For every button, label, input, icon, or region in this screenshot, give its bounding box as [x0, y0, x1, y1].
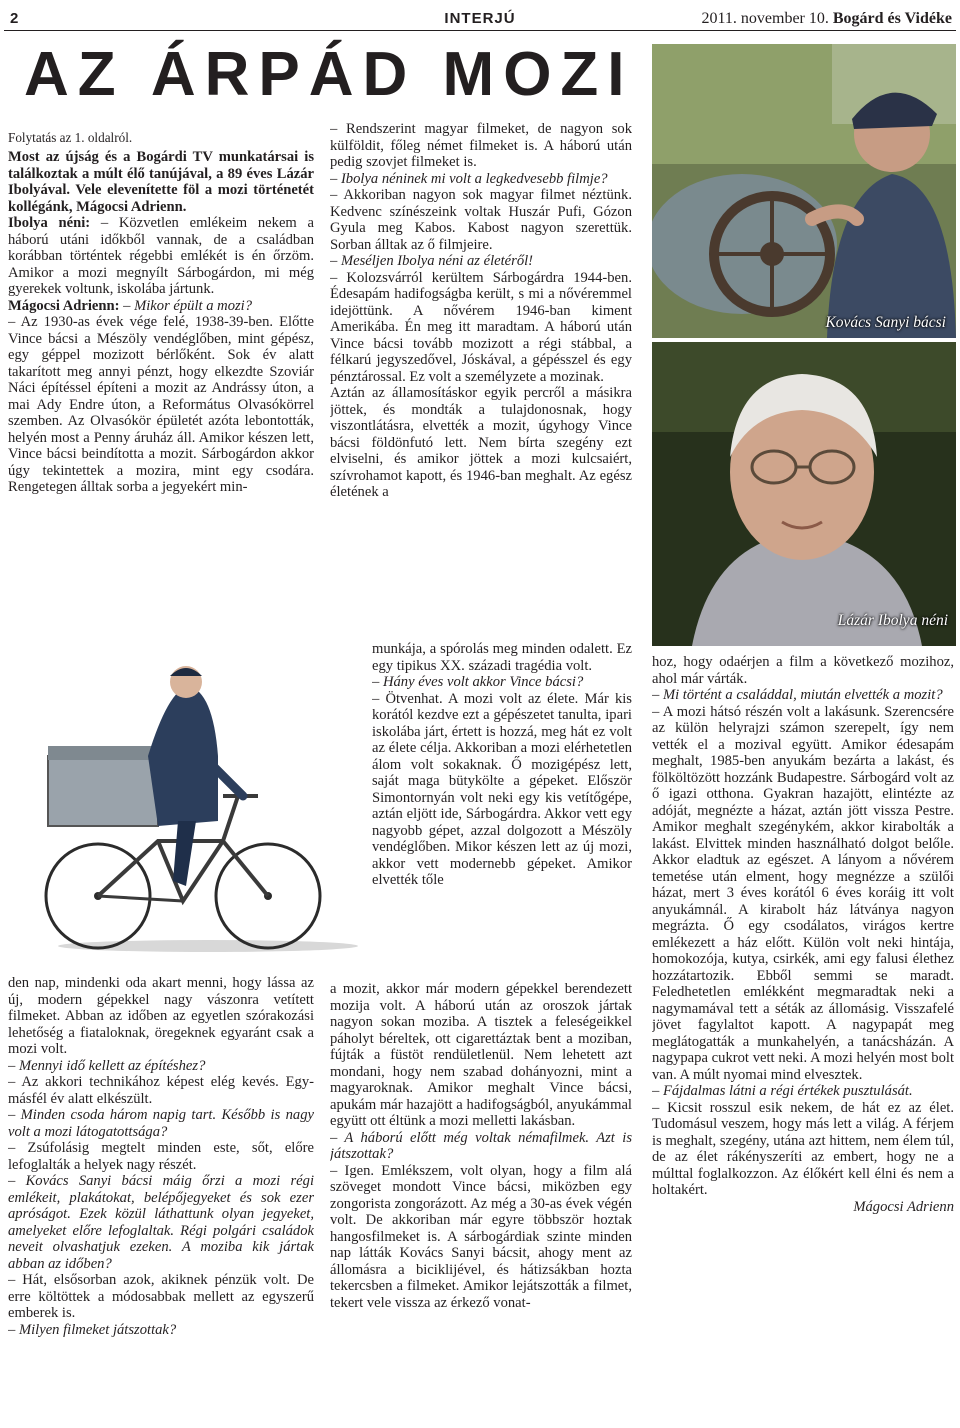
- kovacs-caption: Kovács Sanyi bácsi: [825, 314, 946, 331]
- answer: – Igen. Emlékszem, volt olyan, hogy a film alá szöveget mondott Vince bácsi, miközben egy zongorista zongorázott. Az még a 30-as évek végén volt. De akkoriban már egyre többször hoztak hangosfilmeket is. A sárbogárdiak szinte minden nap látták Kovács Sanyi bácsit, ahogy ment az állomásra a biciklijével, és hátizsákban hozta tekercsben a filmeket. Amikor lejátszották a filmet, tekert vele vissza az érkező vonat-: [330, 1162, 632, 1311]
- paragraph: munkája, a spórolás meg minden odalett. Ez egy tipikus XX. századi tragédia volt.: [372, 641, 632, 674]
- answer: – Hát, elsősorban azok, akiknek pénzük volt. De erre költöttek a módosabbak mellett az egyszerű emberek is.: [8, 1272, 314, 1321]
- paragraph: Ibolya néni: – Közvetlen emlékeim nekem a háború utáni időkből vannak, de a családban korábban történtek régebbi emlékét is én őrzöm. Amikor a mozi megnyílt Sárbogárdon, mi még gyerekek voltunk, iskolába jártunk.: [8, 215, 314, 297]
- kovacs-photo-image: [652, 44, 956, 338]
- page-header: [4, 6, 956, 32]
- speaker-label: Mágocsi Adrienn:: [8, 297, 120, 314]
- question: – Mennyi idő kellett az építéshez?: [8, 1057, 206, 1074]
- question: – A háború előtt még voltak némafilmek. Azt is játszottak?: [330, 1129, 632, 1162]
- paragraph: hoz, hogy odaérjen a film a következő mozihoz, ahol már várták.: [652, 654, 954, 687]
- answer: – A mozi hátsó részén volt a lakásunk. Szerencsére az külön helyrajzi számon szerepelt, így nem vették el a mozival együtt. Amikor édesapám meghalt, 1985-ben anyukám bezárta a lakást, és fölköltözött hozzánk Budapestre. Sárbogárd volt az ő igazi otthona. Gyakran hazajött, elintézte az adóját, megnézte a házat, aztán jött vissza Pestre. Amikor meghalt szegénykém, akkor kirabolták a lakást. Elvittek minden használható dolgot belőle. Akkor eladtuk az egészet. A lányom a nővérem temetése után elment, hogy megnézze a szülői házat, mert 3 éves korától 6 éves koráig itt volt anyukámnál. A kirabolt ház látványa nagyon megrázta. Ő egy csodálatos, virágos kertre emlékezett a ház előtt. Külön volt neki hintája, homokozója, kutya, csirkék, ami egy falusi élethez hozzátartozik. Ebből semmi se maradt. Feledhetetlen emlékként megmaradtak neki a nagymamával tett a séták az állomásig. Visszafelé jövet fagylaltot kapott. A nagypapát meg meglátogatták a munkahelyén, a tanácsházán. A nagypapa cukrot vett neki. A mozi helyén most bolt van. A múlt nyomai mind elvesztek.: [652, 703, 954, 1083]
- answer: – Kicsit rosszul esik nekem, de hát ez az élet. Tudomásul veszem, hogy más lett a világ. A férjem is meghalt, szegény, utána azt hittem, nem élem túl, de az élet rákényszeríti az embert, hogy ne a múlttal foglalkozzon. Az élőkért kell élni és nem a holtakért.: [652, 1099, 954, 1198]
- question: – Ibolya néninek mi volt a legkedvesebb filmje?: [330, 170, 608, 187]
- question: – Meséljen Ibolya néni az életéről!: [330, 253, 534, 269]
- answer: – Kolozsvárról kerültem Sárbogárdra 1944-ben. Édesapám hadifogságba került, s mi a nővéremmel idejöttünk. A nővérem 1946-ban kiment Amerikába. Én meg itt maradtam. A háború után Vince bácsi tovább mozizott a régi stábbal, a félkarú jegyszedővel, Jóskával, a gépésszel és egy pénztárossal. Ez volt a személyzete a mozinak.: [330, 269, 632, 385]
- bicycle-photo: [8, 646, 368, 968]
- paragraph: Aztán az államosításkor egyik percről a másikra jöttek, és mondták a tulajdonosnak, hogy viszontlátásra, elvették a mozit, úgyhogy Vince bácsi földönfutó lett. Nem bírta szegény ezt elviselni, és amikor jöttek a mozi kulcsaiért, szívrohamot kapott, és 1946-ban meghalt. Az egész életének a: [330, 385, 632, 500]
- question: – Mi történt a családdal, miután elvették a mozit?: [652, 687, 943, 703]
- author-signature: Mágocsi Adrienn: [853, 1198, 954, 1215]
- column-3: [652, 654, 954, 1424]
- paragraph: a mozit, akkor már modern gépekkel berendezett mozija volt. A háború után az oroszok jártak nagyon sokan moziba. A tisztek a feleségeikkel páholyt béreltek, ott cigarettáztak bent a moziban, fújták a füstöt rendületlenül. Nem lehetett azt mondani, hogy nem szabad dohányozni, mint a magyaroknak. Amikor meghalt Vince bácsi, apukám már hazajött a hadifogságból, anyukámmal együtt ott éltünk a mozi melletti lakásban.: [330, 981, 632, 1129]
- column-2-bottom: [330, 981, 632, 1425]
- page-number: 2: [10, 10, 19, 27]
- article-lead: Most az újság és a Bogárdi TV munkatársai is találkoztak a múlt élő tanújával, a 89 éves Lázár Ibolyával. Vele elevenítette föl a mozi történetét kollégánk, Mágocsi Adrienn.: [8, 149, 314, 215]
- section-label: INTERJÚ: [444, 10, 516, 27]
- answer: – Az 1930-as évek vége felé, 1938-39-ben. Előtte Vince bácsi a Mészöly vendéglőben, mint gépész, egy géppel mozizott bérlőként. Sok év alatt takarított meg annyi pénzt, hogy elkezdte Szoviár Náci építéssel építeni a mozit az Andrássy úton, a mai Ady Endre úton, a Református Olvasókörrel szemben. Az Olvasókör épületét azóta lebontották, helyén most a Penny áruház áll. Amikor készen lett, Vince bácsi beindította a mozit. Sárbogárdon akkor úgy tekintettek a mozira, mint egy csodára. Rengetegen álltak sorba a jegyekért min-: [8, 314, 314, 495]
- header-rule: [4, 30, 956, 31]
- answer: – Az akkori technikához képest elég kevés. Egy-másfél év alatt elkészült.: [8, 1074, 314, 1107]
- kovacs-photo: [652, 44, 956, 338]
- question: – Minden csoda három napig tart. Később is nagy volt a mozi látogatottsága?: [8, 1107, 314, 1140]
- paper-name: Bogárd és Vidéke: [832, 10, 952, 27]
- question: – Fájdalmas látni a régi értékek pusztulását.: [652, 1083, 913, 1099]
- column-1-top: [8, 130, 314, 635]
- lazar-photo-image: [652, 342, 956, 646]
- answer: – Ötvenhat. A mozi volt az élete. Már kis korától kezdve ezt a gépészetet tanulta, ipari iskolába járt, értett is hozzá, meg hát ez volt az élete célja. Akkoriban a mozi elérhetetlen álom volt sokaknak. Ő mozigépész lett, saját maga bütykölte a gépeket. Először Simontornyán volt neki egy kis vetítőgépe, aztán eljött ide, Sárbogárdra. Akkor vett egy nagyobb gépet, azzal dolgozott a Mészöly vendéglőben. Mikor készen lett az új mozi, akkor vett modernebb gépeket. Amikor elvették tőle: [372, 690, 632, 888]
- paragraph: den nap, mindenki oda akart menni, hogy lássa az új, modern gépekkel nagy vászonra vetített filmeket. Abban az időben az egyetlen szórakozási lehetőség a fiataloknak, öregeknek egyaránt csak a mozi volt.: [8, 975, 314, 1057]
- date-text: 2011. november 10.: [701, 10, 829, 27]
- speaker-label: Ibolya néni:: [8, 215, 91, 231]
- question: – Kovács Sanyi bácsi máig őrzi a mozi régi emlékeit, plakátokat, belépőjegyeket és sok ezer apróságot. Ezek közül láthattunk olyan jegyeket, amelyeket előre lefoglaltak. Régi polgári családok neveit olvashatjuk ezeken. A moziba kik jártak abban az időben?: [8, 1173, 314, 1272]
- continued-note: Folytatás az 1. oldalról.: [8, 130, 133, 145]
- lazar-photo: [652, 342, 956, 646]
- column-2-middle: [372, 641, 632, 981]
- answer: – Rendszerint magyar filmeket, de nagyon sok külföldit, főleg német filmeket is. A háború után pedig szovjet filmeket is.: [330, 121, 632, 170]
- column-2-top: [330, 121, 632, 641]
- answer: – Zsúfolásig megtelt minden este, sőt, előre lefoglalták a helyek nagy részét.: [8, 1140, 314, 1173]
- lazar-caption: Lázár Ibolya néni: [837, 612, 948, 629]
- article-title: AZ ÁRPÁD MOZI: [24, 40, 634, 109]
- answer: – Akkoriban nagyon sok magyar filmet néztünk. Kedvenc színészeink voltak Huszár Pufi, Gózon Gyula meg Kabos. Kabost nagyon szerettük. Sorban álltak az ő filmjeire.: [330, 187, 632, 253]
- question: – Hány éves volt akkor Vince bácsi?: [372, 674, 584, 690]
- column-1-bottom: [8, 975, 314, 1425]
- question: – Milyen filmeket játszottak?: [8, 1321, 177, 1338]
- question: Mágocsi Adrienn: – Mikor épült a mozi?: [8, 297, 253, 314]
- bicycle-photo-image: [8, 646, 368, 968]
- issue-date: [701, 10, 952, 28]
